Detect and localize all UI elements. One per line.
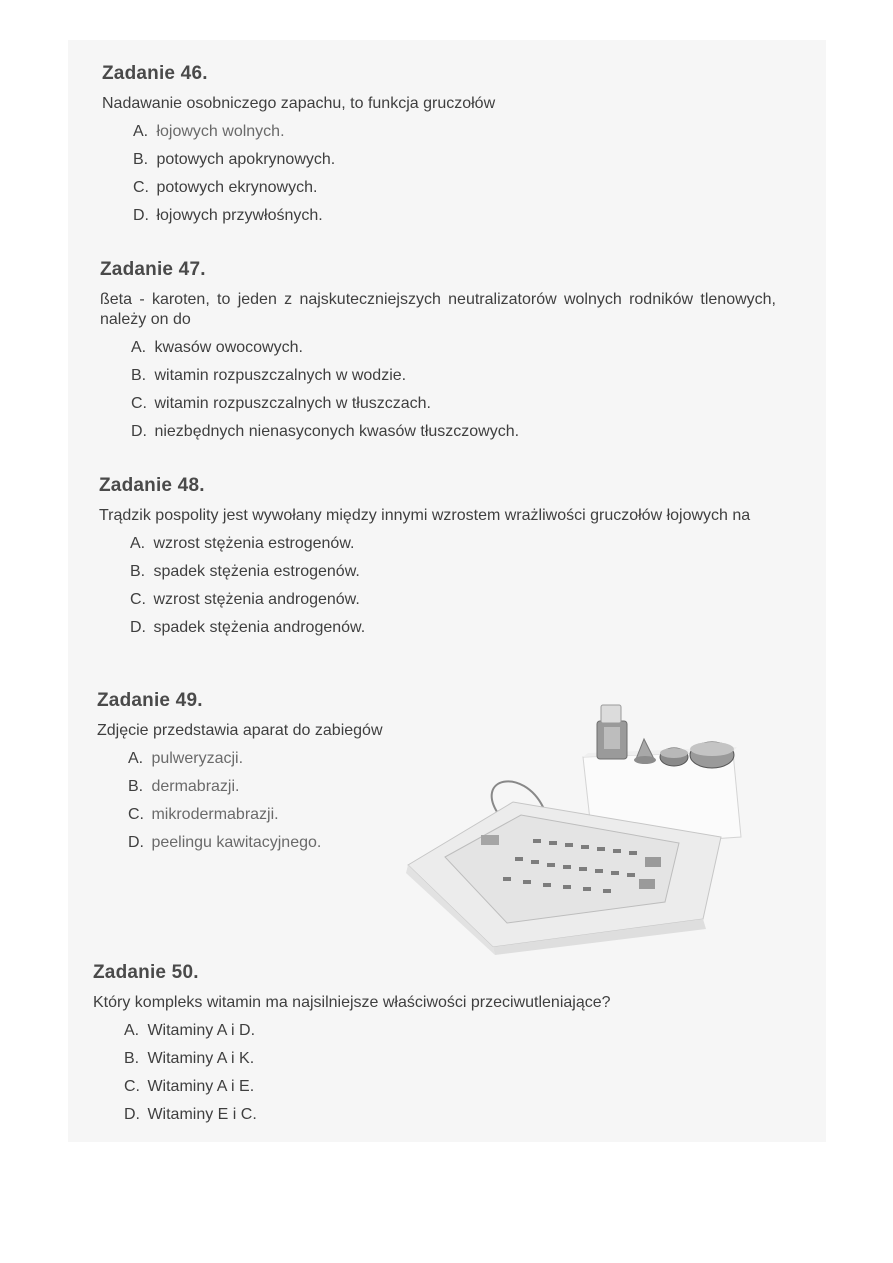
question-50	[93, 962, 611, 1133]
answer-option-c	[128, 805, 383, 825]
option-letter: B.	[133, 151, 149, 168]
answer-option-c	[133, 178, 495, 198]
option-letter: D.	[124, 1106, 140, 1123]
question-title: Zadanie 47.	[100, 259, 206, 280]
question-title: Zadanie 48.	[99, 475, 205, 496]
option-letter: A.	[131, 339, 147, 356]
question-stem: Zdjęcie przedstawia aparat do zabiegów	[97, 722, 383, 739]
answer-option-c	[124, 1077, 611, 1097]
answer-list	[124, 1021, 611, 1125]
answer-option-d	[130, 618, 775, 638]
option-letter: C.	[124, 1078, 140, 1095]
answer-list	[133, 122, 495, 226]
option-letter: D.	[128, 834, 144, 851]
answer-option-a	[130, 534, 775, 554]
option-text: Witaminy A i D.	[147, 1022, 256, 1039]
question-47	[100, 259, 776, 450]
option-text: mikrodermabrazji.	[151, 806, 279, 823]
answer-option-b	[133, 150, 495, 170]
answer-option-a	[131, 338, 776, 358]
answer-option-d	[128, 833, 383, 853]
question-49	[97, 690, 383, 861]
option-text: wzrost stężenia androgenów.	[153, 591, 360, 608]
option-letter: A.	[133, 123, 149, 140]
question-title: Zadanie 50.	[93, 962, 199, 983]
option-text: potowych apokrynowych.	[156, 151, 336, 168]
option-letter: C.	[131, 395, 147, 412]
option-text: Witaminy A i E.	[147, 1078, 255, 1095]
option-text: dermabrazji.	[151, 778, 240, 795]
answer-list	[131, 338, 776, 442]
option-letter: C.	[128, 806, 144, 823]
option-text: Witaminy A i K.	[147, 1050, 255, 1067]
answer-option-d	[124, 1105, 611, 1125]
option-letter: D.	[131, 423, 147, 440]
answer-option-b	[124, 1049, 611, 1069]
question-stem: Trądzik pospolity jest wywołany między innymi wzrostem wrażliwości gruczołów łojowych na	[99, 507, 751, 524]
option-text: Witaminy E i C.	[147, 1106, 257, 1123]
answer-option-d	[133, 206, 495, 226]
answer-option-a	[133, 122, 495, 142]
option-text: kwasów owocowych.	[154, 339, 303, 356]
option-text: łojowych wolnych.	[156, 123, 285, 140]
question-48	[99, 475, 775, 646]
answer-option-b	[128, 777, 383, 797]
option-text: łojowych przywłośnych.	[156, 207, 323, 224]
answer-list	[128, 749, 383, 853]
question-stem: ßeta - karoten, to jeden z najskuteczniejszych neutralizatorów wolnych rodników tlenowych, należy on do	[100, 291, 776, 328]
option-letter: D.	[130, 619, 146, 636]
option-text: niezbędnych nienasyconych kwasów tłuszczowych.	[154, 423, 520, 440]
option-text: peelingu kawitacyjnego.	[151, 834, 322, 851]
answer-option-c	[131, 394, 776, 414]
option-letter: D.	[133, 207, 149, 224]
option-letter: B.	[128, 778, 144, 795]
answer-option-a	[128, 749, 383, 769]
option-text: potowych ekrynowych.	[156, 179, 318, 196]
option-text: witamin rozpuszczalnych w tłuszczach.	[154, 395, 431, 412]
option-letter: A.	[124, 1022, 140, 1039]
option-letter: C.	[133, 179, 149, 196]
question-stem: Nadawanie osobniczego zapachu, to funkcja gruczołów	[102, 95, 496, 112]
option-letter: B.	[131, 367, 147, 384]
answer-option-c	[130, 590, 775, 610]
answer-list	[130, 534, 775, 638]
question-stem: Który kompleks witamin ma najsilniejsze właściwości przeciwutleniające?	[93, 994, 611, 1011]
microdermabrasion-device-image	[403, 697, 748, 955]
answer-option-b	[130, 562, 775, 582]
option-text: spadek stężenia estrogenów.	[153, 563, 360, 580]
question-46	[102, 63, 495, 234]
option-text: wzrost stężenia estrogenów.	[153, 535, 355, 552]
question-title: Zadanie 49.	[97, 690, 203, 711]
option-letter: A.	[130, 535, 146, 552]
option-letter: C.	[130, 591, 146, 608]
option-text: pulweryzacji.	[151, 750, 244, 767]
answer-option-b	[131, 366, 776, 386]
option-letter: B.	[130, 563, 146, 580]
option-letter: A.	[128, 750, 144, 767]
answer-option-d	[131, 422, 776, 442]
option-text: spadek stężenia androgenów.	[153, 619, 366, 636]
option-text: witamin rozpuszczalnych w wodzie.	[154, 367, 407, 384]
option-letter: B.	[124, 1050, 140, 1067]
answer-option-a	[124, 1021, 611, 1041]
question-title: Zadanie 46.	[102, 63, 208, 84]
